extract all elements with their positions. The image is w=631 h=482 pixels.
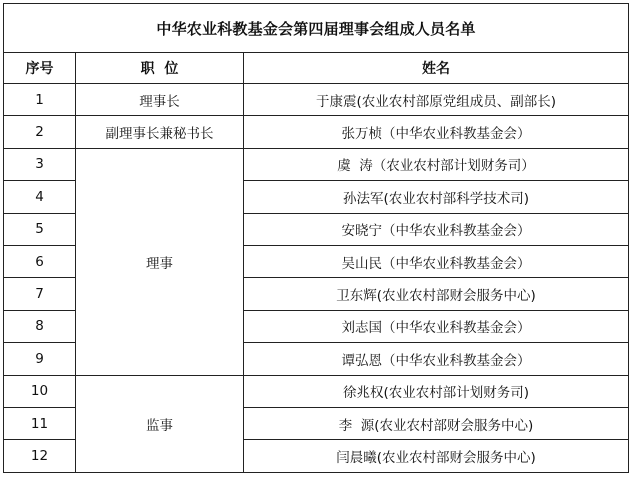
table-row — [4, 375, 629, 407]
table-row — [4, 84, 629, 116]
row-no: 1 — [4, 84, 76, 116]
header-position: 职 位 — [76, 53, 244, 84]
table-row — [4, 116, 629, 148]
row-position: 理事长 — [76, 84, 244, 116]
row-name: 孙法军(农业农村部科学技术司) — [244, 181, 629, 213]
row-position: 副理事长兼秘书长 — [76, 116, 244, 148]
row-no: 10 — [4, 375, 76, 407]
table-title: 中华农业科教基金会第四届理事会组成人员名单 — [4, 4, 629, 53]
row-name: 张万桢（中华农业科教基金会） — [244, 116, 629, 148]
row-name: 刘志国（中华农业科教基金会） — [244, 310, 629, 342]
position-group-supervisor: 监事 — [76, 375, 244, 472]
row-name: 卫东辉(农业农村部财会服务中心) — [244, 278, 629, 310]
row-no: 11 — [4, 407, 76, 439]
row-no: 6 — [4, 245, 76, 277]
row-name: 谭弘恩（中华农业科教基金会） — [244, 343, 629, 375]
header-name: 姓名 — [244, 53, 629, 84]
row-no: 2 — [4, 116, 76, 148]
row-no: 5 — [4, 213, 76, 245]
row-name: 李 源(农业农村部财会服务中心) — [244, 407, 629, 439]
row-no: 4 — [4, 181, 76, 213]
header-row — [4, 53, 629, 84]
row-name: 于康震(农业农村部原党组成员、副部长) — [244, 84, 629, 116]
title-row — [4, 4, 629, 53]
row-no: 3 — [4, 148, 76, 180]
row-no: 12 — [4, 440, 76, 472]
header-no: 序号 — [4, 53, 76, 84]
row-name: 吴山民（中华农业科教基金会） — [244, 245, 629, 277]
table-row — [4, 148, 629, 180]
row-no: 7 — [4, 278, 76, 310]
roster-table — [3, 3, 629, 473]
row-name: 徐兆权(农业农村部计划财务司) — [244, 375, 629, 407]
row-no: 8 — [4, 310, 76, 342]
row-name: 闫晨曦(农业农村部财会服务中心) — [244, 440, 629, 472]
position-group-director: 理事 — [76, 148, 244, 375]
row-name: 安晓宁（中华农业科教基金会） — [244, 213, 629, 245]
row-no: 9 — [4, 343, 76, 375]
row-name: 虞 涛（农业农村部计划财务司） — [244, 148, 629, 180]
